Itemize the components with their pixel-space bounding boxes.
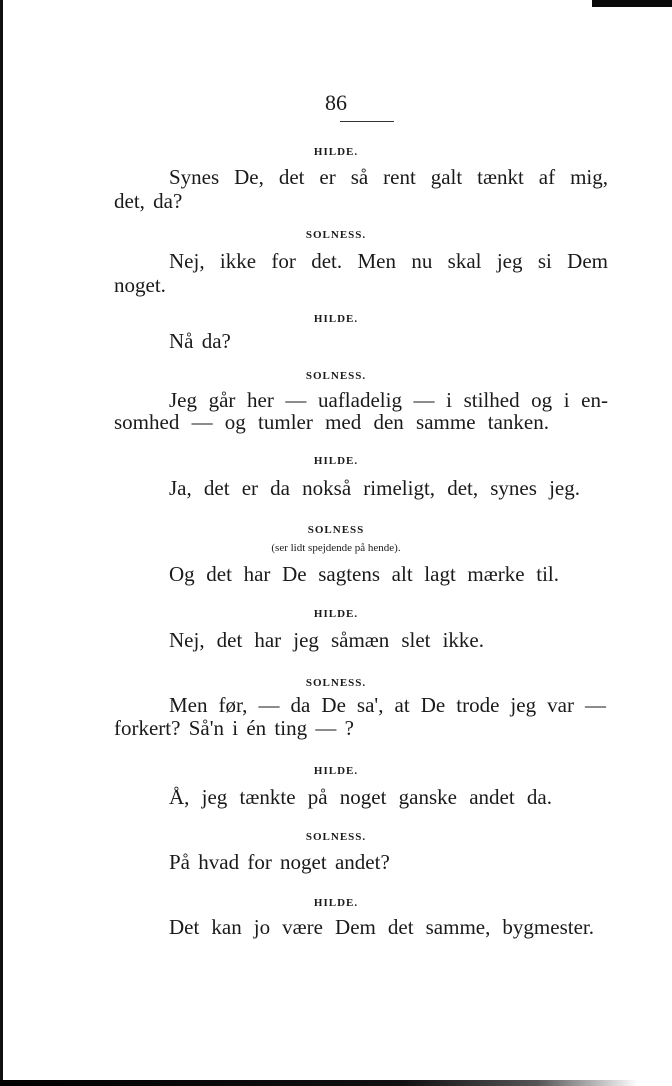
speaker-name: SOLNESS. [305,677,367,689]
speaker-name: HILDE. [313,313,359,325]
stage-direction: (ser lidt spejdende på hende). [271,542,401,554]
dialogue-line: Det kan jo være Dem det samme, bygmester. [169,915,594,939]
dialogue-line: Og det har De sagtens alt lagt mærke til. [169,562,559,586]
speaker-name: SOLNESS. [305,831,367,843]
dialogue-line: På hvad for noget andet? [169,850,390,874]
dialogue-line: forkert? Så'n i én ting — ? [114,716,354,740]
dialogue-line: Men før, — da De sa', at De trode jeg var — [169,693,606,717]
dialogue-line: Nej, det har jeg såmæn slet ikke. [169,628,484,652]
scan-border-bottom [0,1080,672,1086]
dialogue-line: Jeg går her — uafladelig — i stilhed og i en- [169,388,608,412]
dialogue-line: Ja, det er da nokså rimeligt, det, synes jeg. [169,476,580,500]
dialogue-line: Nå da? [169,329,231,353]
dialogue-line: Synes De, det er så rent galt tænkt af mig, [169,165,608,189]
dialogue-line: somhed — og tumler med den samme tanken. [114,410,549,434]
dialogue-line: noget. [114,273,166,297]
speaker-name: HILDE. [313,897,359,909]
page-number-rule [340,121,394,122]
dialogue-line: det, da? [114,189,183,213]
speaker-name: HILDE. [313,765,359,777]
speaker-name: SOLNESS. [305,370,367,382]
speaker-name: HILDE. [313,455,359,467]
dialogue-line: Nej, ikke for det. Men nu skal jeg si Dem [169,249,608,273]
speaker-name: SOLNESS. [305,229,367,241]
speaker-name: HILDE. [313,608,359,620]
dialogue-line: Å, jeg tænkte på noget ganske andet da. [169,785,552,809]
speaker-name: HILDE. [313,146,359,158]
scan-border-top [592,0,672,7]
page-number: 86 [325,90,347,115]
speaker-name: SOLNESS [307,524,365,536]
